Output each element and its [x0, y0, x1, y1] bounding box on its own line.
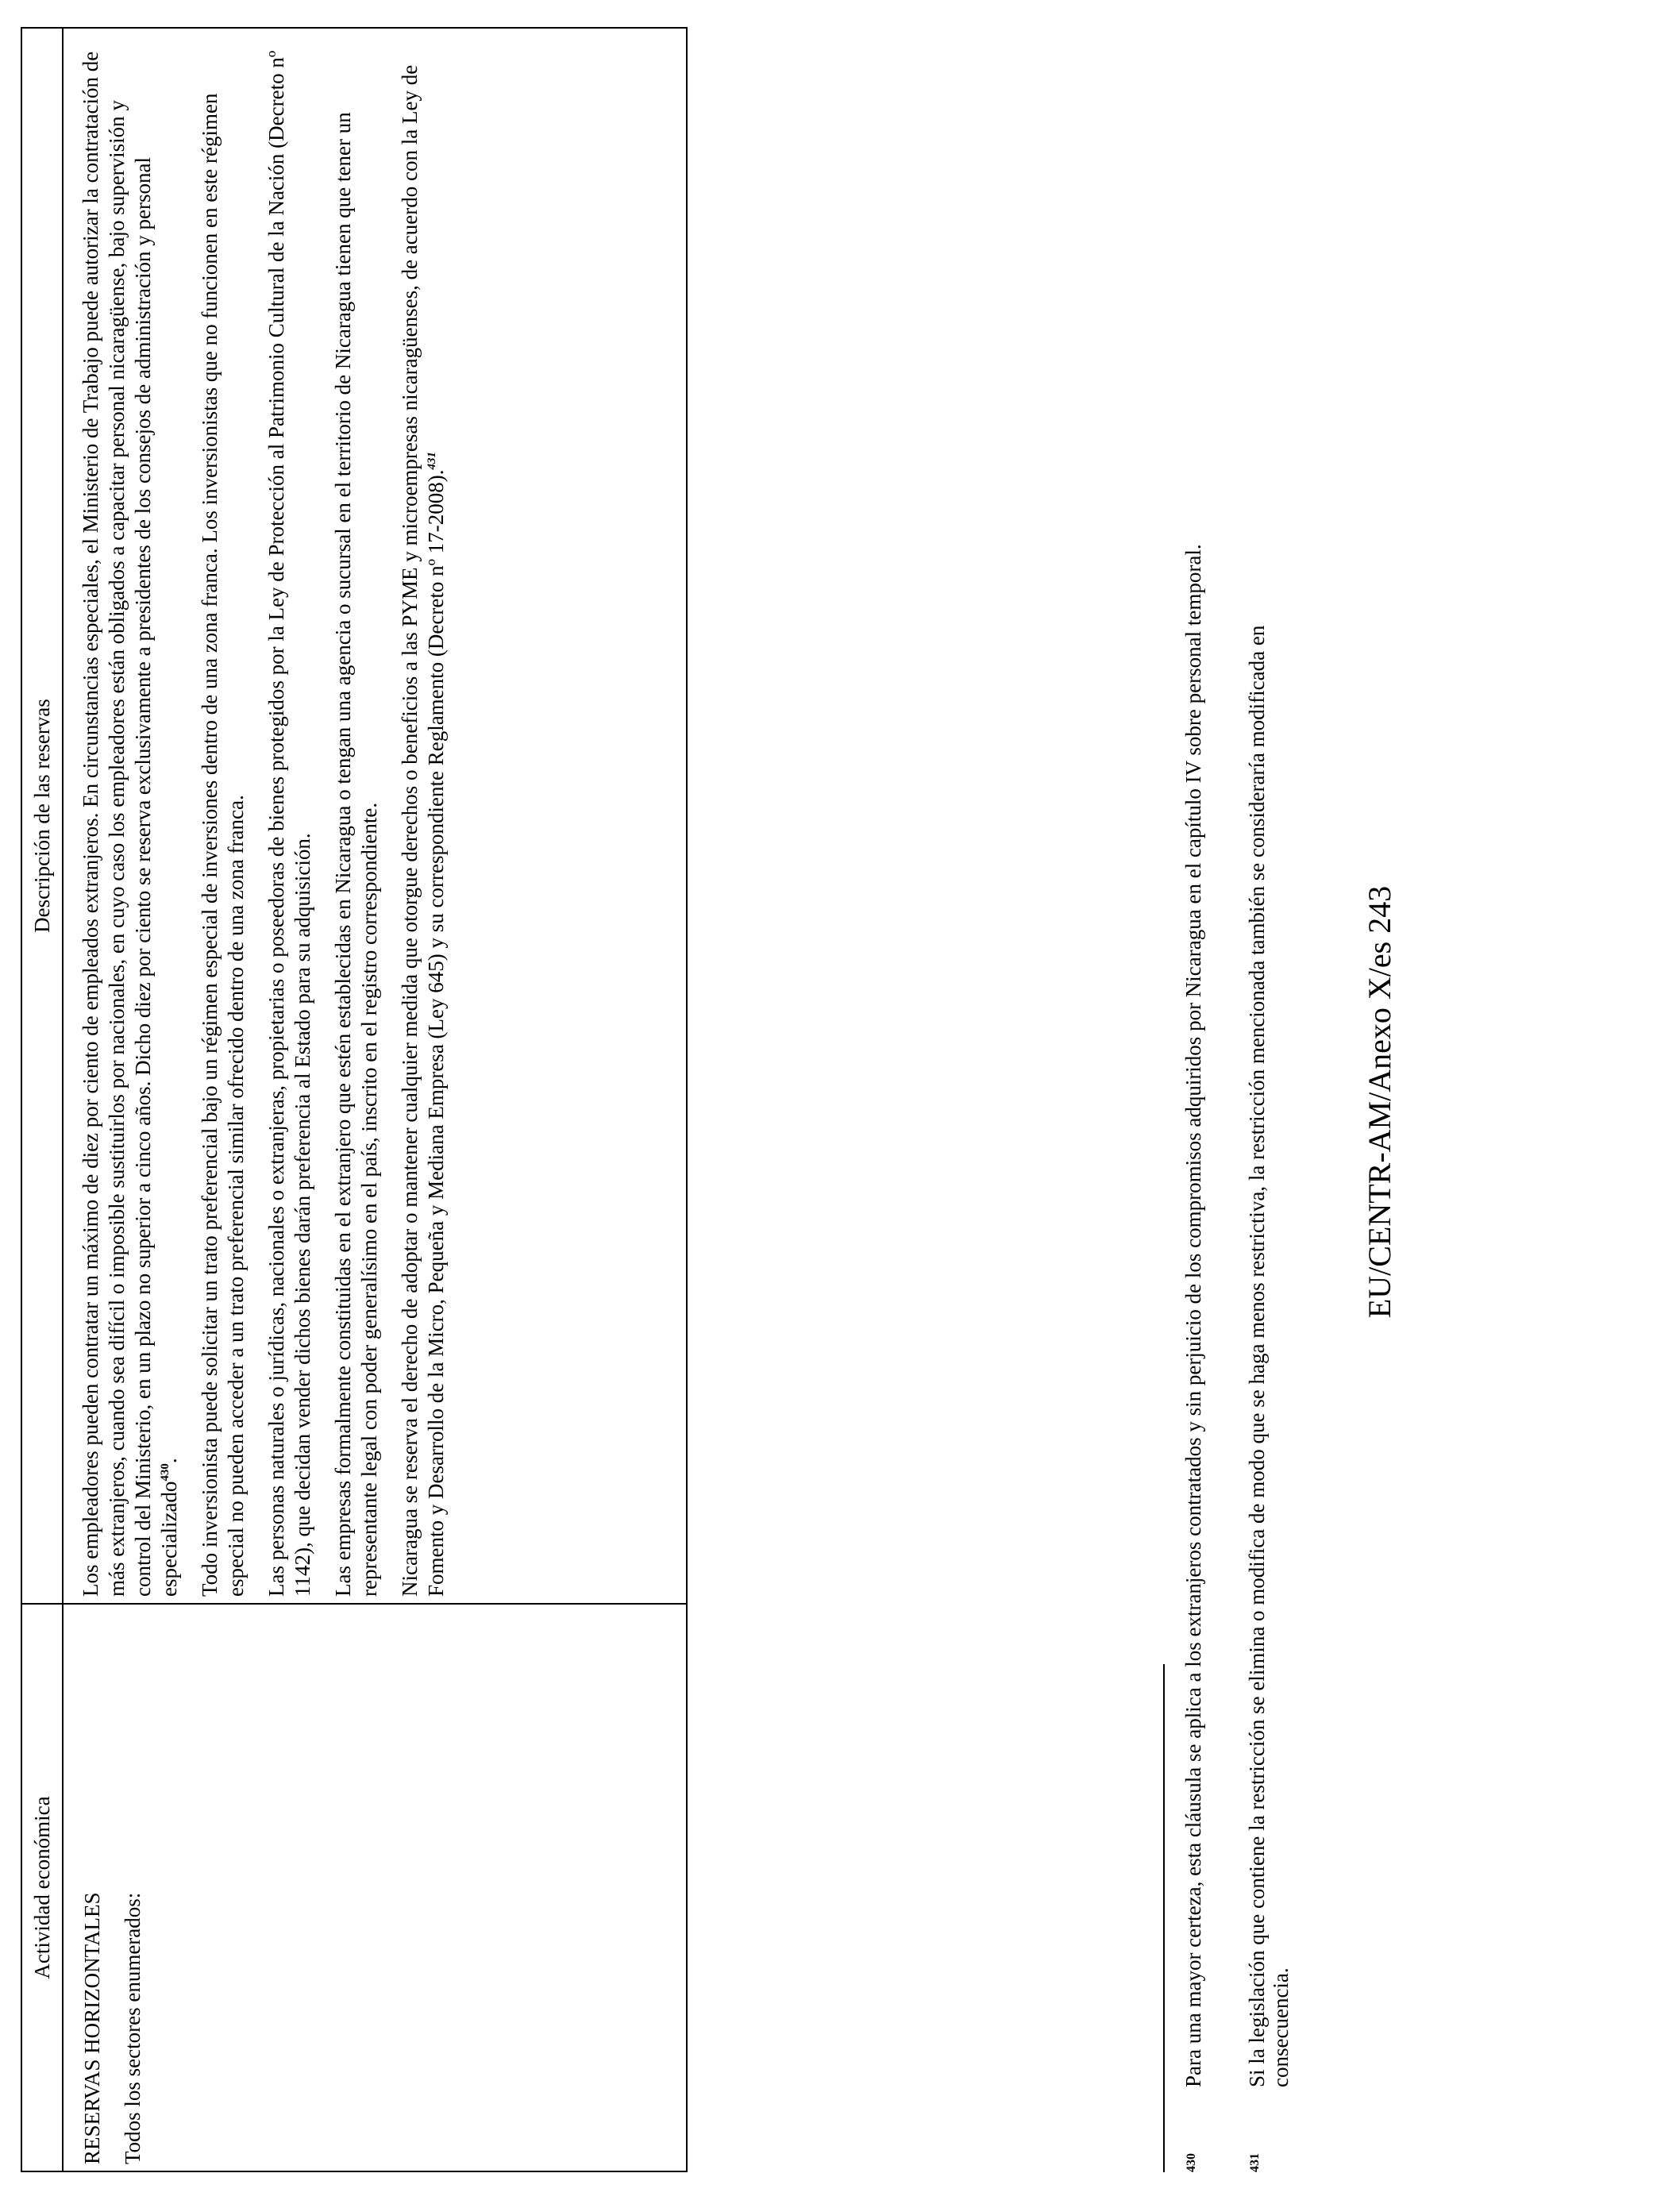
reservations-table — [21, 27, 688, 2172]
footnote-text: Para una mayor certeza, esta cláusula se aplica a los extranjeros contratados y sin perjuicio de los compromisos adquiridos por Nicaragua en el capítulo IV sobre personal temporal. — [1181, 544, 1205, 2087]
paragraph-text: Nicaragua se reserva el derecho de adoptar o mantener cualquier medida que otorgue derechos o beneficios a las PYME y microempresas nicaragüenses, de acuerdo con la Ley de Fomento y Desarrollo de la Micro, Pequeña y Mediana Empresa (Ley 645) y su correspondiente Reglamento (Decreto nº 17-2008). — [398, 64, 448, 1597]
table-header-row — [21, 28, 63, 2171]
footnote-number: 430 — [1185, 2153, 1198, 2172]
footnote-number: 431 — [1248, 2153, 1262, 2172]
activity-title: RESERVAS HORIZONTALES — [80, 1892, 104, 2164]
paragraph-text: Las personas naturales o jurídicas, nacionales o extranjeras, propietarias o poseedoras de bienes protegidos por la Ley de Protección al Patrimonio Cultural de la Nación (Decreto nº 1142), que decidan vender dichos bienes darán preferencia al Estado para su adquisición. — [264, 50, 314, 1597]
footnote-ref-430: 430 — [159, 1463, 171, 1482]
paragraph-text: Todo inversionista puede solicitar un trato preferencial bajo un régimen especial de inversiones dentro de una zona franca. Los inversionistas que no funcionen en este régimen especial no pueden acceder a un trato preferencial similar ofrecido dentro de una zona franca. — [198, 93, 248, 1597]
description-cell — [63, 28, 687, 1604]
page-footer: EU/CENTR-AM/Anexo X/es 243 — [1362, 885, 1397, 1319]
reservation-paragraph — [78, 35, 183, 1597]
activity-sectors: Todos los sectores enumerados: — [121, 1892, 144, 2164]
paragraph-text: Los empleadores pueden contratar un máximo de diez por ciento de empleados extranjeros. En circunstancias especiales, el Ministerio de Trabajo puede autorizar la contratación de más extranjeros, cuando sea difícil o imposible sustituirlos por nacionales, en cuyo caso los empleadores están obligados a capacitar personal nicaragüense, bajo supervisión y control del Ministerio, en un plazo no superior a cinco años. Dicho diez por ciento se reserva exclusivamente a presidentes de los consejos de administración y personal especializado — [79, 51, 181, 1597]
footnote-431 — [1245, 505, 1293, 2172]
table-row — [63, 28, 687, 2171]
header-activity: Actividad económica — [21, 1604, 63, 2171]
footnote-ref-431: 431 — [426, 452, 438, 470]
reservation-paragraph — [397, 35, 449, 1597]
reservation-paragraph — [197, 35, 249, 1597]
activity-cell — [63, 1604, 687, 2171]
footnote-separator — [1163, 1664, 1165, 2172]
reservation-paragraph — [264, 35, 316, 1597]
footnote-text: Si la legislación que contiene la restricción se elimina o modifica de modo que se haga menos restrictiva, la restricción mencionada también se consideraría modificada en consecuencia. — [1245, 625, 1293, 2087]
paragraph-text: Las empresas formalmente constituidas en el extranjero que estén establecidas en Nicaragua o tengan una agencia o sucursal en el territorio de Nicaragua tienen que tener un representante legal con poder generalísimo en el país, inscrito en el registro correspondiente. — [331, 112, 381, 1597]
paragraph-tail: . — [157, 1458, 181, 1464]
header-description: Descripción de las reservas — [21, 28, 63, 1604]
reservation-paragraph — [330, 35, 383, 1597]
footnote-430 — [1181, 505, 1205, 2172]
